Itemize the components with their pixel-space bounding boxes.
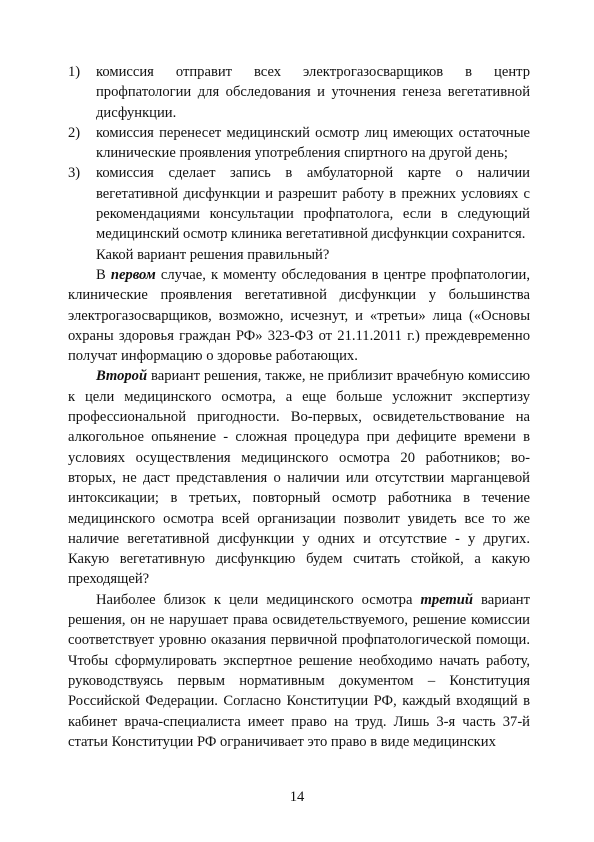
paragraph-text-post: случае, к моменту обследования в центре профпатологии, клинические проявления вегетативной дисфункции у большинства электрогазосварщиков, возможно, исчезнут, и «третьи» лица («Основы охраны здоровья граждан РФ» 323-ФЗ от 21.11.2011 г.) преждевременно получат информацию о здоровье работающих. bbox=[68, 266, 530, 365]
list-item-number: 1) bbox=[68, 64, 81, 80]
paragraph-text-post: вариант решения, он не нарушает права освидетельствуемого, решение комиссии соответствует уровню оказания первичной профпатологической помощи. Чтобы сформулировать экспертное решение необходимо начать работу, руководствуясь первым нормативным документом – Конституция Российской Федерации. Согласно Конституции РФ, каждый входящий в кабинет врача-специалиста имеет право на труд. Лишь 3-я часть 37-й статьи Конституции РФ ограничивает это право в виде медицинских bbox=[68, 591, 530, 750]
paragraph-second-option bbox=[68, 366, 530, 589]
keyword-first: первом bbox=[110, 266, 156, 283]
list-item-text: комиссия сделает запись в амбулаторной карте о наличии вегетативной дисфункции и разрешит работу в прежних условиях с рекомендациями консультации профпатолога, если в следующий медицинский осмотр клиника вегетативной дисфункции сохранится. bbox=[96, 165, 530, 243]
list-item bbox=[68, 123, 530, 164]
paragraph-text-post: вариант решения, также, не приблизит врачебную комиссию к цели медицинского осмотра, а еще больше усложнит экспертизу профессиональной пригодности. Во-первых, освидетельствование на алкогольное опьянение - сложная процедура при дефиците времени в условиях осуществления медицинского осмотра 20 работников; во-вторых, не даст представления о наличии или отсутствии марганцевой интоксикации; в третьих, повторный осмотр работника в течение медицинского осмотра всей организации позволит увидеть все то же наличие вегетативной дисфункции у одних и отсутствие - у других. Какую вегетативную дисфункцию будем считать стойкой, а какую преходящей? bbox=[68, 368, 530, 588]
keyword-second: Второй bbox=[96, 368, 148, 385]
list-item-number: 2) bbox=[68, 124, 81, 141]
list-item-text: комиссия отправит всех электрогазосварщиков в центр профпатологии для обследования и уточнения генеза вегетативной дисфункции. bbox=[96, 64, 530, 121]
paragraph-text-pre: Наиболее близок к цели медицинского осмотра bbox=[96, 591, 421, 608]
page-body bbox=[68, 62, 530, 752]
options-list bbox=[68, 62, 530, 245]
page-number: 14 bbox=[289, 789, 305, 805]
list-item bbox=[68, 163, 530, 244]
list-item-text: комиссия перенесет медицинский осмотр лиц имеющих остаточные клинические проявления употребления спиртного на другой день; bbox=[96, 124, 530, 162]
list-item bbox=[68, 62, 530, 123]
paragraph-first-option bbox=[68, 265, 530, 366]
paragraph-text-pre: В bbox=[96, 266, 111, 283]
list-item-number: 3) bbox=[68, 165, 81, 182]
keyword-third: третий bbox=[420, 591, 474, 608]
paragraph-third-option bbox=[68, 590, 530, 752]
question-paragraph: Какой вариант решения правильный? bbox=[96, 246, 330, 263]
